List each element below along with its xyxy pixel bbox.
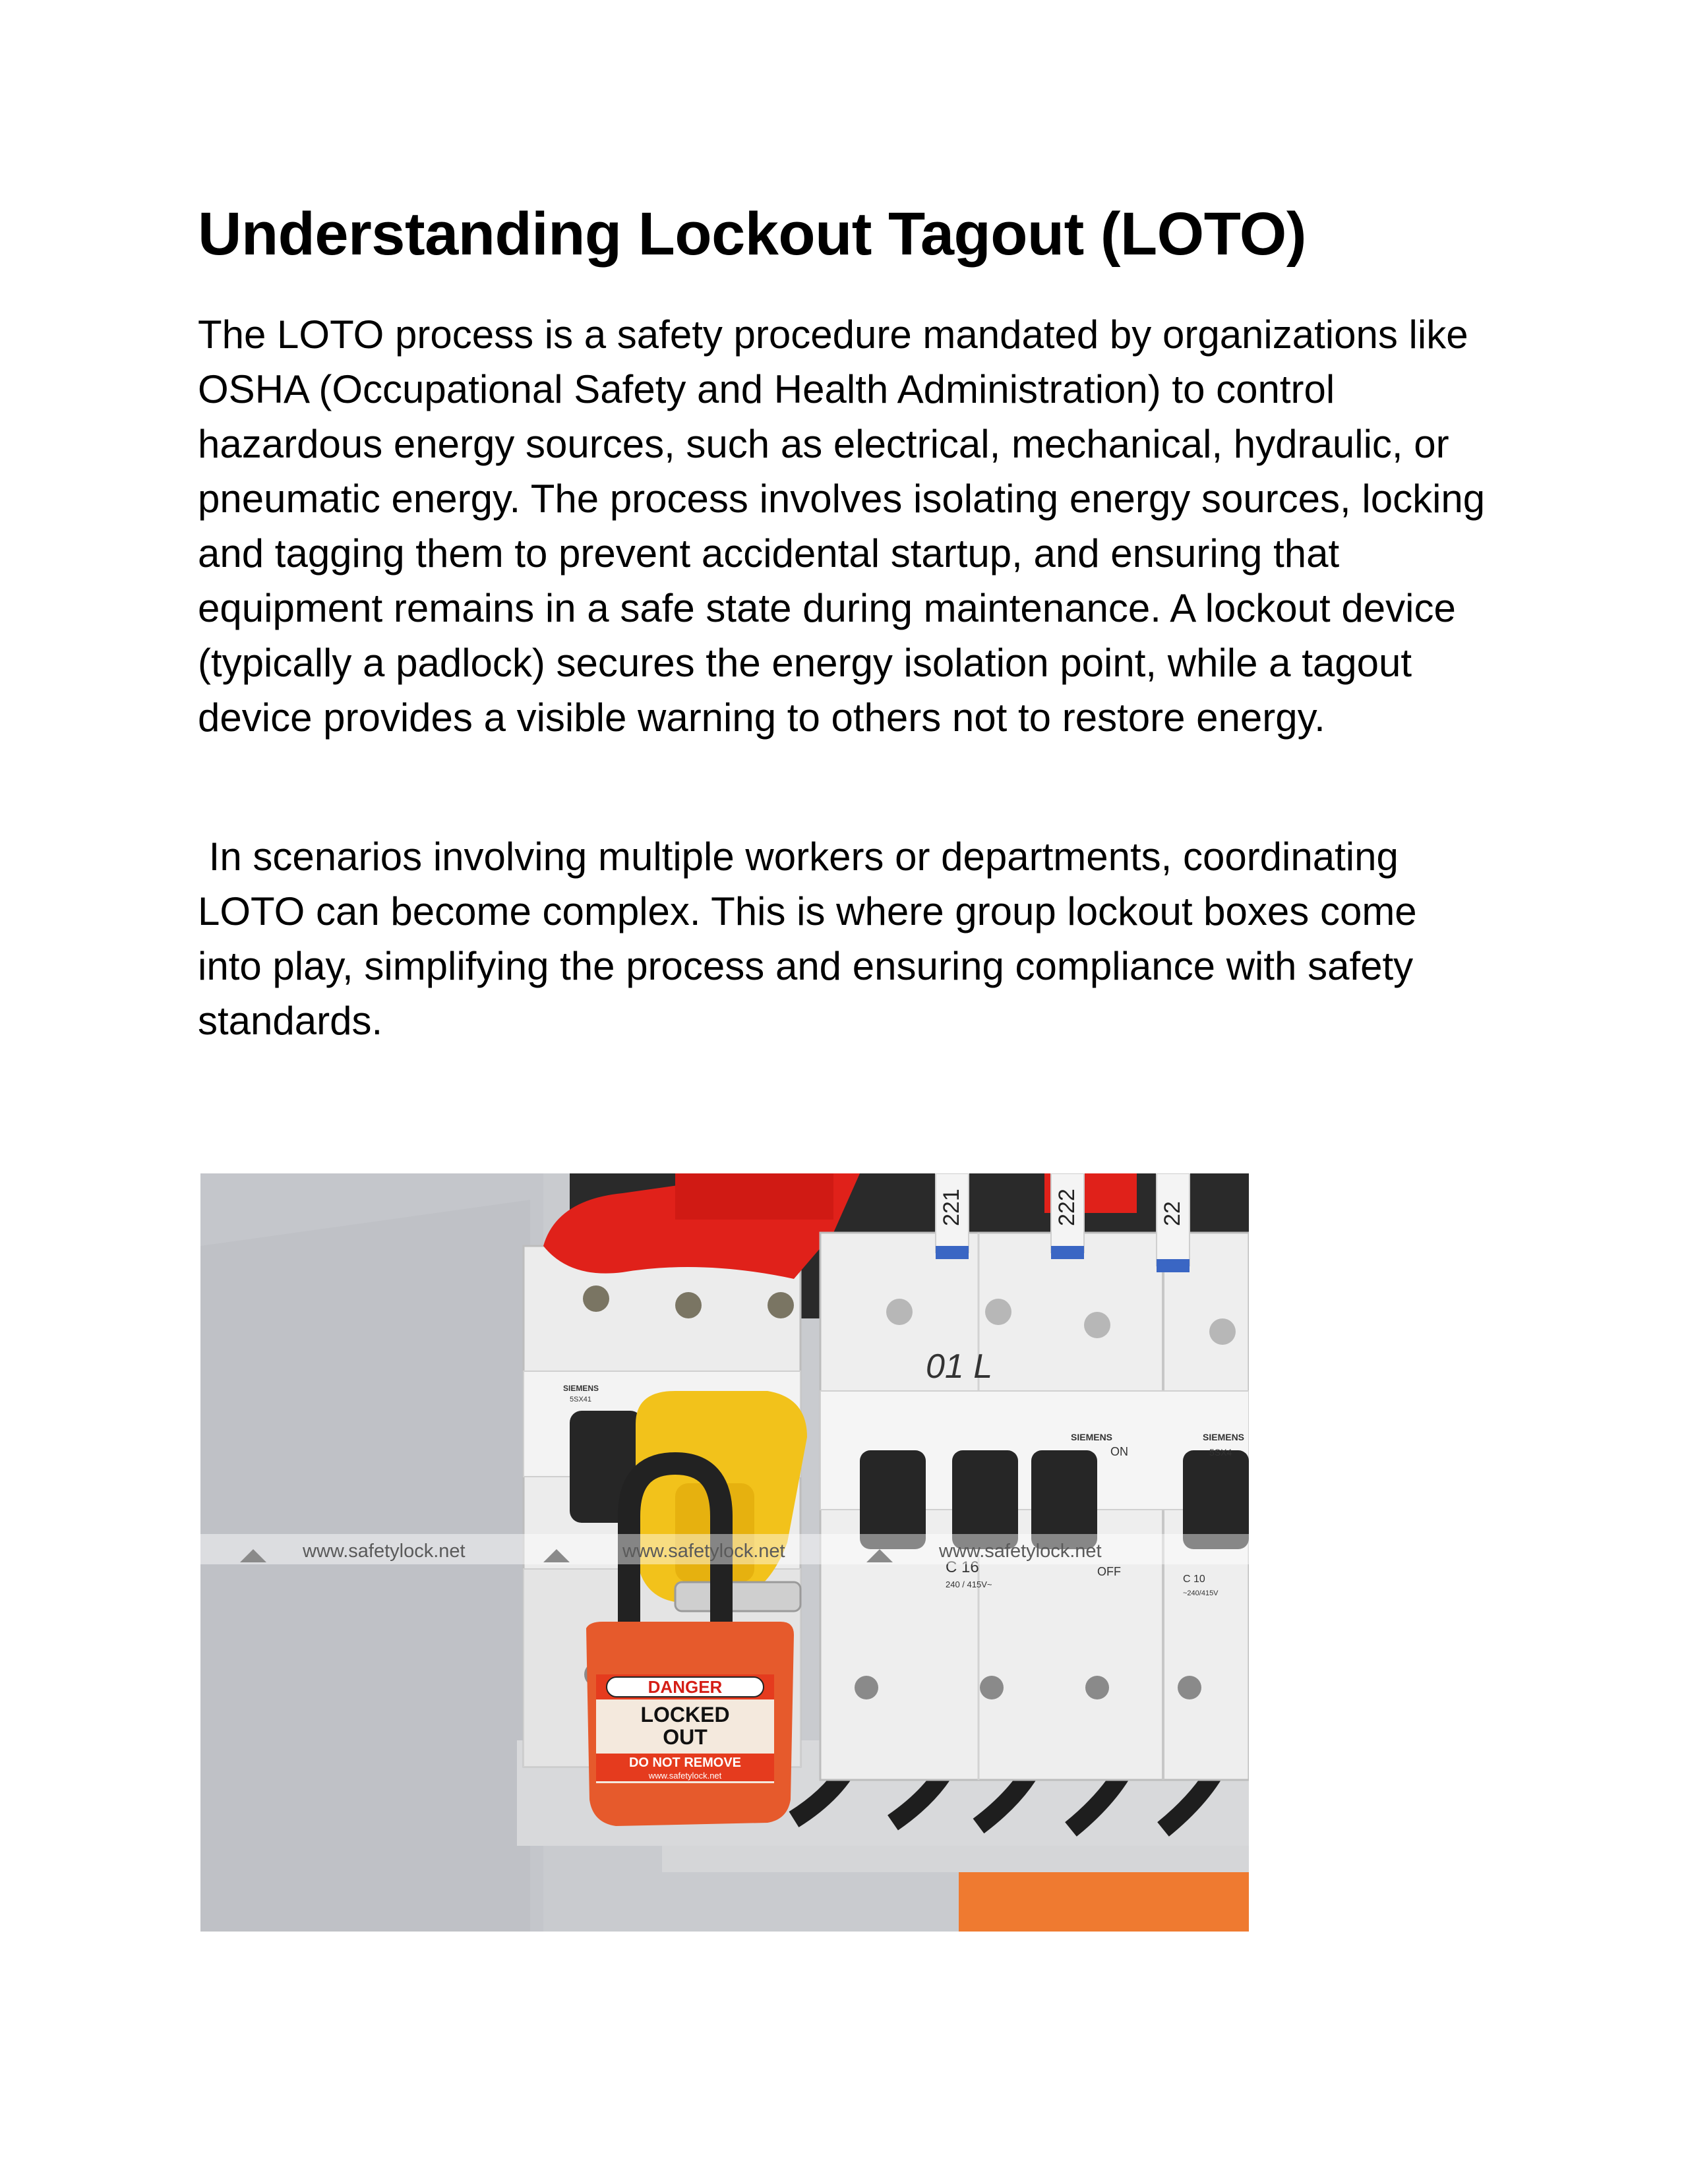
rating-voltage-2: ~240/415V bbox=[1183, 1589, 1219, 1597]
brand-label-2: SIEMENS bbox=[1203, 1432, 1245, 1442]
switch-off-label: OFF bbox=[1097, 1565, 1121, 1578]
watermark-1: www.safetylock.net bbox=[303, 1541, 466, 1562]
padlock-do-not-remove-text: DO NOT REMOVE bbox=[628, 1756, 742, 1770]
watermark-3: www.safetylock.net bbox=[939, 1541, 1102, 1562]
page-title: Understanding Lockout Tagout (LOTO) bbox=[198, 200, 1306, 268]
rating-c10: C 10 bbox=[1183, 1574, 1205, 1585]
paragraph-group-lockout: In scenarios involving multiple workers or departments, coordinating LOTO can become complex. This is where group lockout boxes come into play, simplifying the process and ensuring compliance with safety standards. bbox=[198, 835, 1428, 1043]
brand-label-left: SIEMENS bbox=[563, 1384, 599, 1393]
circuit-breaker-right bbox=[820, 1233, 1249, 1780]
watermark-2: www.safetylock.net bbox=[622, 1541, 785, 1562]
rating-voltage: 240 / 415V~ bbox=[946, 1579, 992, 1589]
padlock-site-text: www.safetylock.net bbox=[648, 1771, 722, 1781]
wire-label-221: 221 bbox=[939, 1189, 964, 1226]
breaker-marking: 01 L bbox=[926, 1347, 993, 1386]
wire-label-22: 22 bbox=[1160, 1201, 1185, 1226]
danger-padlock bbox=[586, 1622, 794, 1826]
paragraph-loto-process: The LOTO process is a safety procedure mandated by organizations like OSHA (Occupational Safety and Health Administration) to control hazardous energy sources, such as electrical, mechanical, hydraulic, or pneumatic energy. The process involves isolating energy sources, locking and tagging them to prevent accidental startup, and ensuring that equipment remains in a safe state during maintenance. A lockout device (typically a padlock) secures the energy isolation point, while a tagout device provides a visible warning to others not to restore energy. bbox=[198, 312, 1486, 740]
switch-on-label: ON bbox=[1110, 1445, 1128, 1458]
lockout-photo bbox=[200, 1173, 1249, 1932]
model-label-2: 5SX4 bbox=[1209, 1447, 1232, 1458]
rating-c16: C 16 bbox=[946, 1558, 979, 1576]
model-label-left: 5SX41 bbox=[570, 1396, 592, 1403]
brand-label: SIEMENS bbox=[1071, 1432, 1113, 1442]
padlock-danger-text: DANGER bbox=[648, 1677, 723, 1697]
wire-label-222: 222 bbox=[1054, 1189, 1079, 1226]
padlock-locked-out-text: LOCKED OUT bbox=[640, 1703, 730, 1749]
